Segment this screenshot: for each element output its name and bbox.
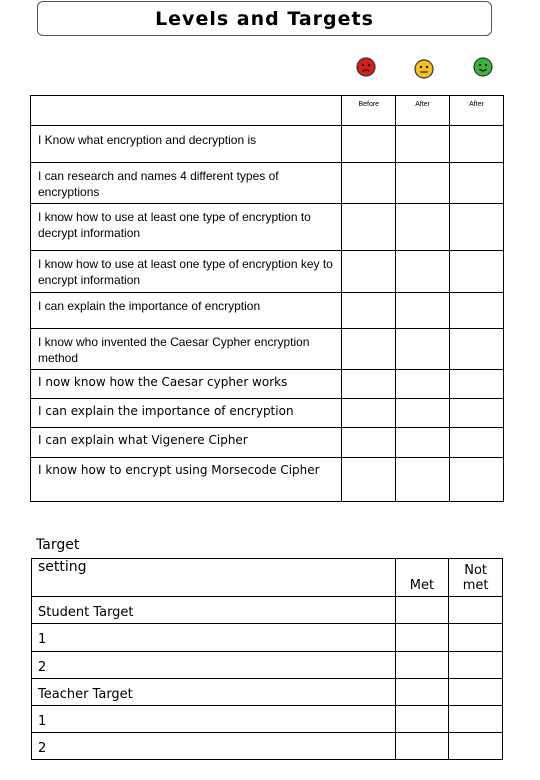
tick-box[interactable]	[450, 126, 504, 163]
not-met-box[interactable]	[449, 597, 503, 624]
target-heading-line: Target	[36, 537, 80, 553]
table-row	[31, 329, 504, 370]
tick-box[interactable]	[396, 293, 450, 329]
statement-cell: I know who invented the Caesar Cypher encryption method	[31, 329, 342, 370]
targets-table	[31, 558, 503, 760]
tick-box[interactable]	[342, 293, 396, 329]
met-box[interactable]	[395, 597, 449, 624]
statement-cell: I can explain the importance of encryption	[31, 399, 342, 428]
target-row-label: Teacher Target	[32, 679, 396, 706]
table-row	[32, 733, 503, 760]
page-title: Levels and Targets	[155, 7, 374, 30]
target-row-label: 1	[32, 624, 396, 652]
met-box[interactable]	[395, 679, 449, 706]
tick-box[interactable]	[450, 370, 504, 399]
table-row	[31, 399, 504, 428]
met-box[interactable]	[395, 652, 449, 679]
statement-cell: I can research and names 4 different types of encryptions	[31, 163, 342, 204]
table-row	[32, 652, 503, 679]
statement-cell: I now know how the Caesar cypher works	[31, 370, 342, 399]
tick-box[interactable]	[342, 204, 396, 251]
not-met-box[interactable]	[449, 679, 503, 706]
column-before-label: Before	[342, 96, 396, 126]
tick-box[interactable]	[450, 251, 504, 293]
tick-box[interactable]	[342, 329, 396, 370]
tick-box[interactable]	[342, 251, 396, 293]
met-box[interactable]	[395, 706, 449, 733]
tick-box[interactable]	[450, 399, 504, 428]
header-blank-cell	[31, 96, 342, 126]
tick-box[interactable]	[450, 293, 504, 329]
tick-box[interactable]	[450, 329, 504, 370]
statement-cell: I know how to use at least one type of encryption to decrypt information	[31, 204, 342, 251]
column-after-label: After	[396, 96, 450, 126]
statement-cell: I Know what encryption and decryption is	[31, 126, 342, 163]
tick-box[interactable]	[396, 126, 450, 163]
table-row	[31, 126, 504, 163]
tick-box[interactable]	[396, 458, 450, 502]
table-row	[32, 624, 503, 652]
tick-box[interactable]	[450, 163, 504, 204]
not-met-box[interactable]	[449, 652, 503, 679]
tick-box[interactable]	[342, 458, 396, 502]
tick-box[interactable]	[450, 204, 504, 251]
targets-header-row	[32, 559, 503, 597]
tick-box[interactable]	[396, 370, 450, 399]
levels-header-row	[31, 96, 504, 126]
table-row	[32, 679, 503, 706]
sad-face-icon	[356, 57, 376, 77]
tick-box[interactable]	[396, 399, 450, 428]
tick-box[interactable]	[396, 329, 450, 370]
not-met-box[interactable]	[449, 733, 503, 760]
table-row	[31, 204, 504, 251]
tick-box[interactable]	[342, 163, 396, 204]
target-setting-label: setting	[32, 559, 396, 597]
tick-box[interactable]	[396, 428, 450, 458]
table-row	[31, 458, 504, 502]
statement-cell: I can explain the importance of encryption	[31, 293, 342, 329]
tick-box[interactable]	[396, 251, 450, 293]
neutral-face-icon	[414, 59, 434, 79]
happy-face-icon	[473, 57, 493, 77]
column-not-met-label: Not met	[449, 559, 503, 597]
column-met-label: Met	[395, 559, 449, 597]
tick-box[interactable]	[450, 458, 504, 502]
title-box	[37, 1, 492, 36]
tick-box[interactable]	[342, 126, 396, 163]
table-row	[31, 251, 504, 293]
table-row	[32, 706, 503, 733]
table-row	[31, 428, 504, 458]
met-box[interactable]	[395, 624, 449, 652]
table-row	[31, 370, 504, 399]
not-met-box[interactable]	[449, 706, 503, 733]
not-met-box[interactable]	[449, 624, 503, 652]
levels-table	[30, 95, 504, 502]
target-row-label: Student Target	[32, 597, 396, 624]
table-row	[31, 163, 504, 204]
statement-cell: I know how to use at least one type of encryption key to encrypt information	[31, 251, 342, 293]
tick-box[interactable]	[342, 370, 396, 399]
table-row	[32, 597, 503, 624]
column-after-label: After	[450, 96, 504, 126]
tick-box[interactable]	[342, 428, 396, 458]
target-setting-heading	[36, 535, 79, 555]
target-row-label: 1	[32, 706, 396, 733]
target-row-label: 2	[32, 733, 396, 760]
target-row-label: 2	[32, 652, 396, 679]
met-box[interactable]	[395, 733, 449, 760]
statement-cell: I know how to encrypt using Morsecode Cipher	[31, 458, 342, 502]
tick-box[interactable]	[396, 204, 450, 251]
statement-cell: I can explain what Vigenere Cipher	[31, 428, 342, 458]
tick-box[interactable]	[450, 428, 504, 458]
tick-box[interactable]	[396, 163, 450, 204]
tick-box[interactable]	[342, 399, 396, 428]
table-row	[31, 293, 504, 329]
